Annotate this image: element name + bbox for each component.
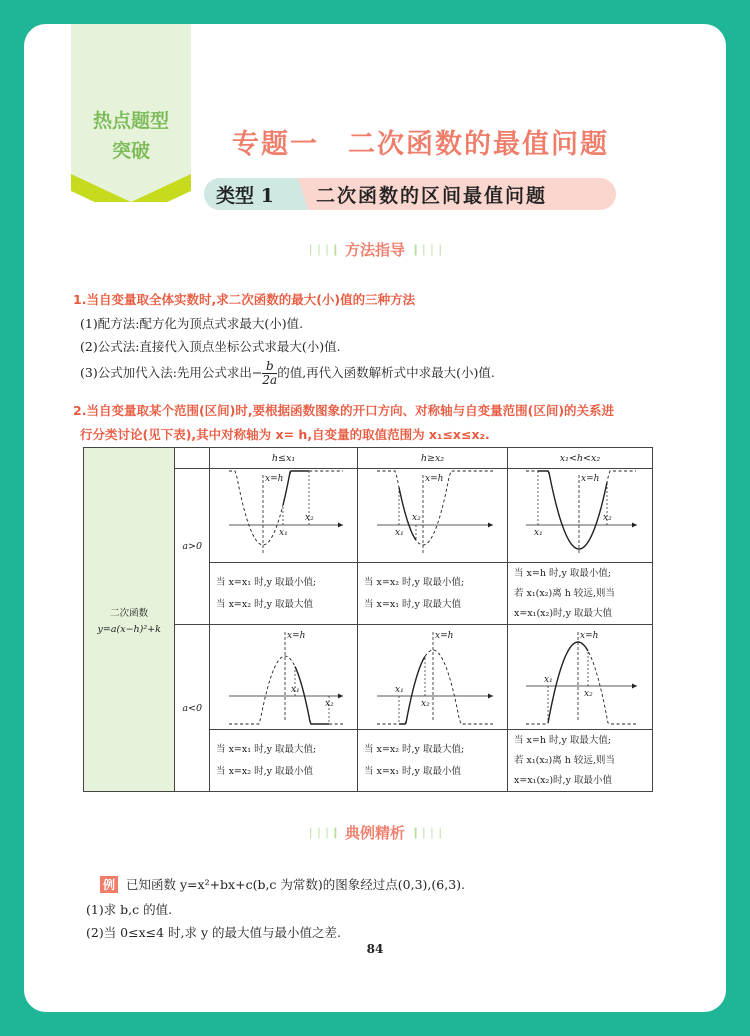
x-axis-arrow <box>338 523 343 528</box>
ribbon-label <box>71 106 191 166</box>
pos-case-2-text <box>358 563 508 625</box>
header-blank <box>175 448 210 469</box>
method-item1-c <box>80 360 495 387</box>
x1-label: x₁ <box>534 528 544 538</box>
x-axis-arrow <box>632 523 637 528</box>
neg-case-3-text <box>507 730 652 792</box>
x-axis-arrow <box>488 693 493 698</box>
example-q1: (1)求 b,c 的值. <box>86 902 173 917</box>
x2-label: x₂ <box>420 698 430 709</box>
method-item1-b: (2)公式法:直接代入顶点坐标公式求最大(小)值. <box>80 339 341 354</box>
parabola-segment <box>548 642 588 723</box>
neg-case-1-text <box>210 730 358 792</box>
page <box>24 24 726 1012</box>
x2-label: x₂ <box>304 513 314 523</box>
pos3-line3: x=x₁(x₂)时,y 取最大值 <box>513 607 612 619</box>
x2-label: x₂ <box>584 688 594 699</box>
parabola-segment <box>295 666 329 724</box>
neg3-line2: 若 x₁(x₂)离 h 较远,则当 <box>513 754 615 766</box>
method-item1-c-post: 的值,再代入函数解析式中求最大(小)值. <box>277 365 495 380</box>
a-positive-label: a>0 <box>175 469 210 625</box>
col-header-3: x₁<h<x₂ <box>507 448 652 469</box>
pos-case-1-text <box>210 563 358 625</box>
x2-label: x₂ <box>603 513 613 523</box>
graph-neg-3 <box>507 625 652 730</box>
parabola-segment <box>283 471 309 505</box>
method-item1-c-pre: (3)公式加代入法:先用公式求出− <box>80 365 263 380</box>
x2-label: x₂ <box>324 698 334 709</box>
symmetry-axis-label: x=h <box>264 474 283 484</box>
neg2-line1: 当 x=x₂ 时,y 取最大值; <box>364 743 465 755</box>
graph-pos-1 <box>210 469 358 563</box>
x1-label: x₁ <box>544 674 554 685</box>
cases-table <box>83 447 653 792</box>
pos-case-3-text <box>507 563 652 625</box>
fraction-b-over-2a <box>262 360 277 387</box>
parabola-dashed <box>229 656 343 724</box>
method-heading-text: 方法指导 <box>344 241 405 259</box>
graph-neg-1 <box>210 625 358 730</box>
pos1-line1: 当 x=x₁ 时,y 取最小值; <box>216 576 317 588</box>
x-axis-arrow <box>488 523 493 528</box>
example-heading: ❘❘❘❙ 典例精析 ❙❘❘❘ <box>306 824 444 842</box>
type-label: 类型 1 <box>216 185 274 207</box>
x1-label: x₁ <box>278 528 288 538</box>
example-tag: 例 <box>100 876 118 893</box>
x-axis-arrow <box>632 683 637 688</box>
symmetry-axis-label: x=h <box>424 474 443 484</box>
neg3-line1: 当 x=h 时,y 取最大值; <box>513 734 612 746</box>
graph-neg-2 <box>358 625 508 730</box>
topic-title: 专题一 二次函数的最值问题 <box>232 129 609 160</box>
ribbon-line2: 突破 <box>111 140 150 162</box>
function-label: 二次函数 <box>110 607 149 619</box>
type-bar <box>204 178 616 210</box>
ribbon-line1: 热点题型 <box>92 110 169 132</box>
x1-label: x₁ <box>290 684 300 695</box>
function-formula: y=a(x−h)²+k <box>97 623 161 635</box>
graph-pos-2 <box>358 469 508 563</box>
method-item1-a: (1)配方法:配方化为顶点式求最大(小)值. <box>80 316 304 331</box>
symmetry-axis-label: x=h <box>581 474 600 484</box>
method-item2-line2: 行分类讨论(见下表),其中对称轴为 x= h,自变量的取值范围为 x₁≤x≤x₂. <box>80 427 490 442</box>
pos3-line1: 当 x=h 时,y 取最小值; <box>513 567 612 579</box>
a-negative-label: a<0 <box>175 625 210 792</box>
x-axis-arrow <box>338 693 343 698</box>
pos2-line2: 当 x=x₁ 时,y 取最大值 <box>364 598 461 610</box>
method-heading: ❘❘❘❙ 方法指导 ❙❘❘❘ <box>306 241 444 259</box>
symmetry-axis-label: x=h <box>580 630 599 641</box>
x2-label: x₂ <box>411 513 421 523</box>
type-title: 二次函数的区间最值问题 <box>316 185 548 207</box>
page-number: 84 <box>366 942 384 956</box>
neg1-line2: 当 x=x₂ 时,y 取最小值 <box>216 765 313 777</box>
neg2-line2: 当 x=x₁ 时,y 取最小值 <box>364 765 461 777</box>
pos3-line2: 若 x₁(x₂)离 h 较远,则当 <box>513 587 615 599</box>
pos1-line2: 当 x=x₂ 时,y 取最大值 <box>216 598 313 610</box>
fraction-den: 2a <box>262 373 278 387</box>
function-cell <box>84 448 175 792</box>
example-stem-text: 已知函数 y=x²+bx+c(b,c 为常数)的图象经过点(0,3),(6,3). <box>126 877 465 892</box>
neg1-line1: 当 x=x₁ 时,y 取最大值; <box>216 743 317 755</box>
symmetry-axis-label: x=h <box>434 630 453 641</box>
x1-label: x₁ <box>394 684 404 695</box>
neg3-line3: x=x₁(x₂)时,y 取最小值 <box>513 774 612 786</box>
method-item2-line1: 2.当自变量取某个范围(区间)时,要根据函数图象的开口方向、对称轴与自变量范围(区间)的关系进 <box>73 403 615 418</box>
graph-pos-3 <box>507 469 652 563</box>
example-heading-text: 典例精析 <box>344 824 405 842</box>
symmetry-axis-label: x=h <box>286 630 305 641</box>
pos2-line1: 当 x=x₂ 时,y 取最小值; <box>364 576 465 588</box>
col-header-1: h≤x₁ <box>210 448 358 469</box>
fraction-num: b <box>262 360 277 374</box>
parabola-dashed <box>526 642 636 724</box>
neg-case-2-text <box>358 730 508 792</box>
example-stem <box>100 875 465 893</box>
col-header-2: h≥x₂ <box>358 448 508 469</box>
method-item1-title: 1.当自变量取全体实数时,求二次函数的最大(小)值的三种方法 <box>73 292 416 307</box>
example-q2: (2)当 0≤x≤4 时,求 y 的最大值与最小值之差. <box>86 925 342 940</box>
x1-label: x₁ <box>394 528 404 538</box>
